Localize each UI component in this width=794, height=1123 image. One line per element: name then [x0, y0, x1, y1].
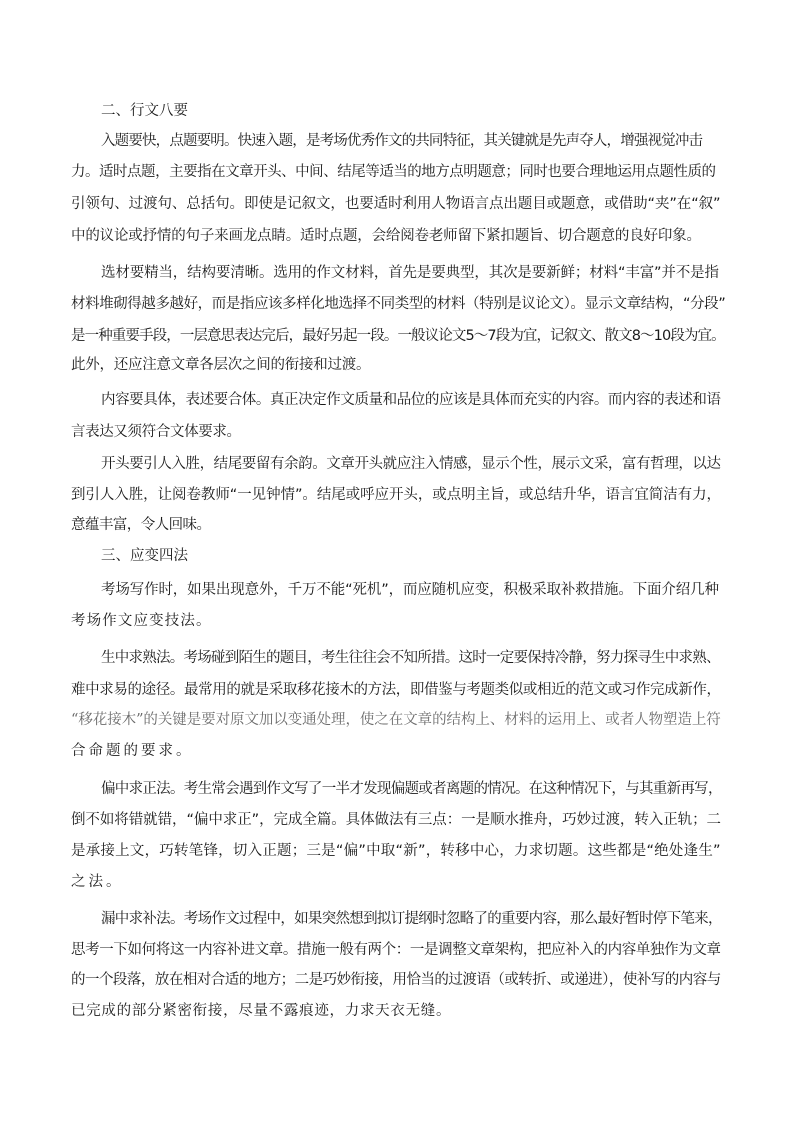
paragraph-line: 之法。 [71, 874, 124, 890]
paragraph-line: 漏中求补法。考场作文过程中，如果突然想到拟订提纲时忽略了的重要内容，那么最好暂时停下笔来， [101, 911, 722, 927]
paragraph-line: 入题要快，点题要明。快速入题，是考场优秀作文的共同特征，其关键就是先声夺人，增强视觉冲击 [101, 133, 703, 149]
paragraph-line: 考场作文应变技法。 [71, 613, 212, 629]
paragraph-line: 材料堆砌得越多越好，而是指应该多样化地选择不同类型的材料（特别是议论文）。显示文章结构，“分段” [71, 296, 726, 312]
paragraph-line: 意蕴丰富，令人回味。 [71, 517, 211, 533]
paragraph-line: 思考一下如何将这一内容补进文章。措施一般有两个：一是调整文章架构，把应补入的内容单独作为文章 [71, 942, 721, 958]
paragraph-line: 言表达又须符合文体要求。 [71, 424, 241, 440]
paragraph-line: 偏中求正法。考生常会遇到作文写了一半才发现偏题或者离题的情况。在这种情况下，与其重新再写， [101, 781, 722, 797]
paragraph-line: 力。适时点题，主要指在文章开头、中间、结尾等适当的地方点明题意；同时也要合理地运用点题性质的 [71, 164, 716, 180]
paragraph-line: 难中求易的途径。最常用的就是采取移花接木的方法，即借鉴与考题类似或相近的范文或习作完成新作， [71, 682, 721, 698]
paragraph-line: 选材要精当，结构要清晰。选用的作文材料，首先是要典型，其次是要新鲜；材料“丰富”并不是指 [101, 265, 719, 281]
section-heading: 二、行文八要 [101, 103, 188, 119]
paragraph-line: 引领句、过渡句、总括句。即使是记叙文，也要适时利用人物语言点出题目或题意，或借助“夹”在“叙” [71, 196, 721, 212]
section-heading: 三、应变四法 [101, 548, 188, 564]
paragraph-line: 考场写作时，如果出现意外，千万不能“死机”，而应随机应变，积极采取补救措施。下面介绍几种 [101, 582, 719, 598]
paragraph-line: 此外，还应注意文章各层次之间的衔接和过渡。 [71, 357, 371, 373]
paragraph-line: 倒不如将错就错，“偏中求正”，完成全篇。具体做法有三点：一是顺水推舟，巧妙过渡，转入正轨；二 [71, 812, 721, 828]
paragraph-line: “移花接木”的关键是要对原文加以变通处理，使之在文章的结构上、材料的运用上、或者人物塑造上符 [71, 712, 721, 728]
paragraph-line: 内容要具体，表述要合体。真正决定作文质量和品位的应该是具体而充实的内容。而内容的表述和语 [101, 392, 721, 408]
paragraph-line: 的一个段落，放在相对合适的地方；二是巧妙衔接，用恰当的过渡语（或转折、或递进），使补写的内容与 [71, 972, 721, 988]
paragraph-line: 合命题的要求。 [71, 743, 194, 759]
paragraph-line: 已完成的部分紧密衔接，尽量不露痕迹，力求天衣无缝。 [71, 1003, 452, 1019]
paragraph-line: 是一种重要手段，一层意思表达完后，最好另起一段。一般议论文5～7段为宜，记叙文、散文8～10段为宜。 [71, 328, 725, 344]
paragraph-line: 到引人入胜，让阅卷教师“一见钟情”。结尾或呼应开头，或点明主旨，或总结升华，语言宜简洁有力， [71, 487, 721, 503]
paragraph-line: 中的议论或抒情的句子来画龙点睛。适时点题，会给阅卷老师留下紧扣题旨、切合题意的良好印象。 [71, 228, 701, 244]
paragraph-line: 是承接上文，巧转笔锋，切入正题；三是“偏”中取“新”，转移中心，力求切题。这些都是“绝处逢生” [71, 843, 721, 859]
paragraph-line: 开头要引人入胜，结尾要留有余韵。文章开头就应注入情感，显示个性，展示文采，富有哲理，以达 [101, 456, 721, 472]
paragraph-line: 生中求熟法。考场碰到陌生的题目，考生往往会不知所措。这时一定要保持冷静，努力探寻生中求熟、 [101, 650, 720, 666]
